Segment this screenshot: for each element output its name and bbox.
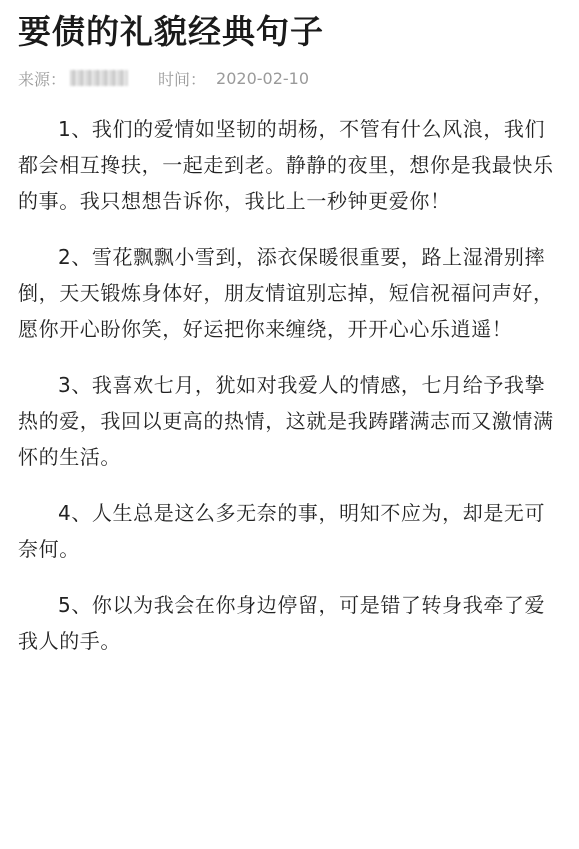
paragraph-3: 3、我喜欢七月，犹如对我爱人的情感，七月给予我挚热的爱，我回以更高的热情，这就是我踌躇满志而又激情满怀的生活。	[18, 373, 554, 469]
time-label: 时间：	[158, 69, 207, 89]
source-redacted-blur	[70, 70, 128, 86]
paragraph-1: 1、我们的爱情如坚韧的胡杨，不管有什么风浪，我们都会相互搀扶，一起走到老。静静的夜里，想你是我最快乐的事。我只想想告诉你，我比上一秒钟更爱你！	[18, 117, 554, 213]
paragraph-4: 4、人生总是这么多无奈的事，明知不应为，却是无可奈何。	[18, 501, 546, 561]
article-body	[18, 111, 561, 659]
article-meta	[18, 65, 561, 91]
paragraph-2: 2、雪花飘飘小雪到，添衣保暖很重要，路上湿滑别摔倒，天天锻炼身体好，朋友情谊别忘掉，短信祝福问声好，愿你开心盼你笑，好运把你来缠绕，开开心心乐逍遥！	[18, 245, 554, 341]
source-label: 来源：	[18, 69, 67, 89]
publish-date: 2020-02-10	[216, 68, 310, 88]
paragraph-5: 5、你以为我会在你身边停留，可是错了转身我牵了爱我人的手。	[18, 593, 546, 653]
article-title: 要债的礼貌经典句子	[18, 12, 324, 51]
